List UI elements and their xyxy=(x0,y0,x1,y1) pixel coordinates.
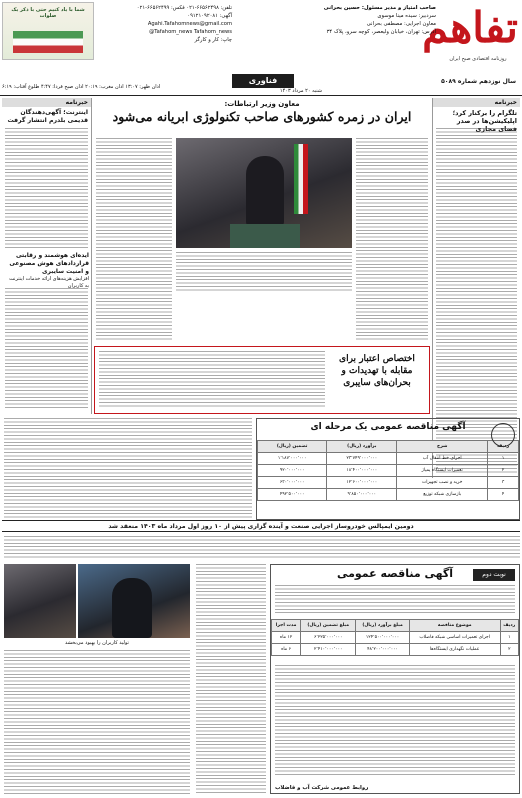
lead-body-left xyxy=(96,138,172,342)
right-column-label: خبرنامه xyxy=(433,98,520,107)
date-line: شنبه ۲۰ مرداد ۱۴۰۳ xyxy=(279,88,322,94)
left-column-body-2 xyxy=(5,288,88,410)
social-line: @Tafahom_news Tafahom_news xyxy=(149,29,232,35)
tender-2-footer: روابط عمومی شرکت آب و فاضلاب xyxy=(275,785,369,791)
boxed-story xyxy=(94,346,430,414)
phone-line: تلفن: ۶۶۵۶۲۴۹۸-۰۲۱ فکس: ۶۶۵۶۲۴۹۹-۰۲۱ xyxy=(136,5,232,11)
section-tab: فناوری xyxy=(232,74,294,88)
meeting-photo xyxy=(4,564,76,638)
mid-news-headline: دومین ایمپالس خودروساز اجرایی صنعت و آینده گزاری پیش از ۱۰ روز اول مرداد ماه ۱۴۰۳ منعقد شد xyxy=(2,520,520,532)
lead-body-mid xyxy=(176,252,352,292)
lead-photo xyxy=(176,138,352,248)
tender-2-badge: نوبت دوم xyxy=(473,569,515,581)
masthead xyxy=(0,0,522,96)
photo-caption: تولید کاربران را بهبود می‌بخشد xyxy=(65,640,129,646)
lower-mid-text xyxy=(196,564,266,794)
tender-2-body xyxy=(275,665,515,775)
podium-prop xyxy=(230,224,300,248)
chief-line: سردبیر: سیده مینا موسوی xyxy=(377,13,436,19)
mid-news-body xyxy=(4,536,520,560)
top-left-banner: شما با یاد کنیم حتی با ذکر یک صلوات xyxy=(2,2,94,60)
table-row: ۲ عملیات نگهداری ایستگاه‌ها ۴۸٬۲۰۰٬۰۰۰٬۰۰۰ ۲٬۴۱۰٬۰۰۰٬۰۰۰ ۶ ماه xyxy=(272,644,519,656)
address-line: آدرس: تهران، خیابان ولیعصر، کوچه سرو، پلاک ۳۴ xyxy=(326,29,436,35)
prayer-times: اذان ظهر: ۱۳:۰۷ اذان مغرب: ۲۰:۱۹ اذان صبح فردا: ۴:۴۷ طلوع آفتاب: ۶:۱۹ xyxy=(2,84,161,90)
flag-prop xyxy=(294,144,308,214)
speaker-figure xyxy=(246,156,284,226)
deputy-line: معاون اجرایی: مصطفی بحرانی xyxy=(366,21,436,27)
mid-left-text xyxy=(4,418,252,518)
tender-2-table: ردیف موضوع مناقصه مبلغ برآورد (ریال) مبلغ تضمین (ریال) مدت اجرا ۱ اجرای تعمیرات اساسی شبکه فاضلاب ۱۲۴٬۵۰۰٬۰۰۰٬۰۰۰ ۶٬۲۲۵٬۰۰۰٬۰۰۰ ۱۲ ماه ۲ عملیات نگهداری ایستگاه‌ها ۴۸٬۲۰۰٬۰۰۰٬۰۰۰ ۲٬۴۱۰٬۰۰۰٬۰۰۰ ۶ ماه xyxy=(271,619,519,656)
lead-kicker: معاون وزیر ارتباطات: xyxy=(224,100,300,108)
printing-line: چاپ: کار و کارگر xyxy=(194,37,232,43)
table-row: ۴ بازسازی شبکه توزیع ۹٬۸۵۰٬۰۰۰٬۰۰۰ ۴۹۲٬۵۰۰٬۰۰۰ xyxy=(258,489,519,501)
tender-2-intro xyxy=(275,585,515,615)
newspaper-logo: تفاهم xyxy=(422,3,518,52)
masthead-contacts xyxy=(96,4,232,76)
lead-story xyxy=(94,98,430,348)
lead-body-right xyxy=(356,138,428,342)
table-row: ۱ اجرای تعمیرات اساسی شبکه فاضلاب ۱۲۴٬۵۰۰٬۰۰۰٬۰۰۰ ۶٬۲۲۵٬۰۰۰٬۰۰۰ ۱۲ ماه xyxy=(272,632,519,644)
masthead-credits xyxy=(236,4,436,74)
owner-line: صاحب امتیاز و مدیر مسئول: حسین بحرانی xyxy=(323,5,436,11)
table-row: ۱ اجرای خط انتقال آب ۲۳٬۷۴۹٬۰۰۰٬۰۰۰ ۱٬۱۸۷٬۰۰۰٬۰۰۰ xyxy=(258,453,519,465)
right-column-title: تلگرام را برکنار کرد؛ اپلیکیشن‌ها در صدر فضای مجازی xyxy=(452,109,517,133)
left-column-body-1 xyxy=(5,128,88,248)
tender-ad-1 xyxy=(256,418,520,520)
table-row: ۲ تعمیرات ایستگاه پمپاژ ۱۸٬۴۰۰٬۰۰۰٬۰۰۰ ۹۲۰٬۰۰۰٬۰۰۰ xyxy=(258,465,519,477)
tagline: روزنامه اقتصادی صبح ایران xyxy=(449,56,507,62)
lead-headline: ایران در زمره کشورهای صاحب تکنولوژی ابریانه می‌شود xyxy=(112,109,412,124)
tender-1-title: آگهی مناقصه عمومی یک مرحله ای xyxy=(310,422,466,432)
left-column xyxy=(2,98,92,414)
boxed-story-body xyxy=(99,351,325,409)
left-column-label: خبرنامه xyxy=(2,98,91,107)
issue-line: سال نوزدهم شماره ۵۰۸۹ xyxy=(441,78,516,85)
ads-line: آگهی: ۰۹۱۲۱۰۹۲۰۸۱ xyxy=(187,13,232,19)
banner-flag-image xyxy=(13,31,83,53)
boxed-story-headline: اختصاص اعتبار برای مقابله با تهدیدات و بحران‌های سایبری xyxy=(339,354,415,388)
tender-1-logo xyxy=(491,423,515,447)
tender-1-table: ردیف شرح برآورد (ریال) تضمین (ریال) ۱ اجرای خط انتقال آب ۲۳٬۷۴۹٬۰۰۰٬۰۰۰ ۱٬۱۸۷٬۰۰۰٬۰۰۰ ۲ تعمیرات ایستگاه پمپاژ ۱۸٬۴۰۰٬۰۰۰٬۰۰۰ ۹۲۰٬۰۰۰٬۰۰۰ ۳ خرید و نصب تجهیزات ۱۲٬۶۰۰٬۰۰۰٬۰۰۰ ۶۳۰٬۰۰۰٬۰۰۰ ۴ بازسازی شبکه توزیع ۹٬۸۵۰٬۰۰۰٬۰۰۰ ۴۹۲٬۵۰۰٬۰۰۰ xyxy=(257,440,519,501)
tender-2-title: آگهی مناقصه عمومی xyxy=(336,567,454,580)
portrait-figure xyxy=(112,578,152,638)
portrait-photo xyxy=(78,564,190,638)
table-row: ۳ خرید و نصب تجهیزات ۱۲٬۶۰۰٬۰۰۰٬۰۰۰ ۶۳۰٬۰۰۰٬۰۰۰ xyxy=(258,477,519,489)
left-column-title-2: ایده‌ای هوشمند و رقابتی قراردادهای هوش مصنوعی و امنیت سایبری افزایش هزینه‌های ارائه خدمات اینترنت به کاربران xyxy=(9,252,89,289)
lower-left-text xyxy=(4,650,190,794)
left-column-title-1: اینترنت؛ آگهی‌دهندگان قدیمی بلدرم انتشار گرفت xyxy=(7,109,88,124)
tender-ad-2 xyxy=(270,564,520,794)
email-line: Agahi.Tafahomnews@gmail.com xyxy=(147,21,232,27)
